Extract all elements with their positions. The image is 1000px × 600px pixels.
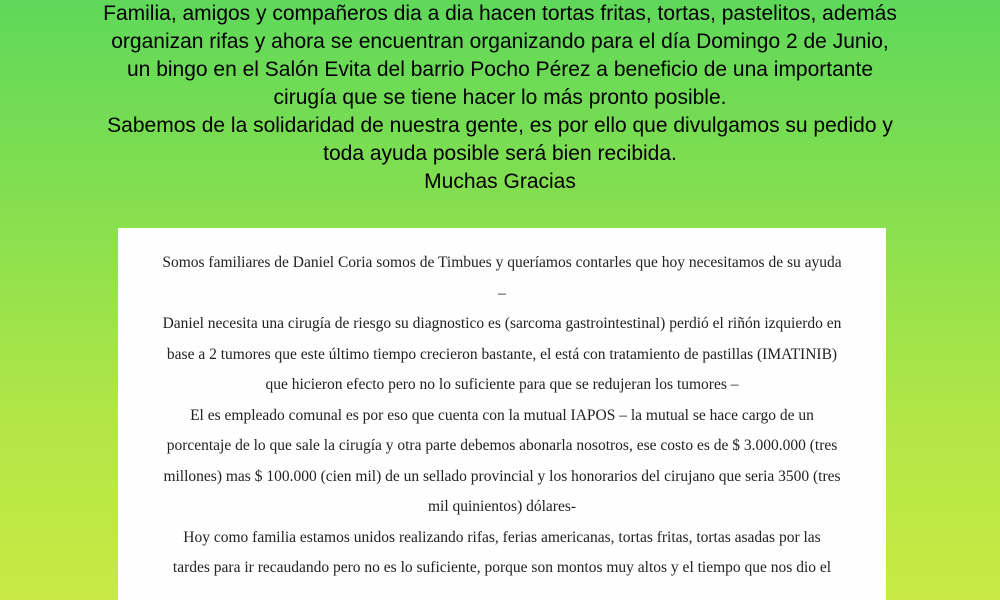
announcement-line: Sabemos de la solidaridad de nuestra gente, es por ello que divulgamos su pedido y (107, 114, 893, 137)
letter-line: porcentaje de lo que sale la cirugía y otra parte debemos abonarla nosotros, ese costo es de $ 3.000.000 (tres (166, 437, 838, 454)
letter-line: El es empleado comunal es por eso que cuenta con la mutual IAPOS – la mutual se hace cargo de un (190, 406, 814, 424)
letter-line: millones) mas $ 100.000 (cien mil) de un sellado provincial y los honorarios del cirujano que seria 3500 (tres (163, 467, 841, 485)
letter-text (118, 248, 886, 584)
announcement-line: Familia, amigos y compañeros dia a dia hacen tortas fritas, tortas, pastelitos, además (103, 2, 897, 25)
letter-line: base a 2 tumores que este último tiempo crecieron bastante, el está con tratamiento de pastillas (IMATINIB) (166, 345, 838, 363)
letter-line: Hoy como familia estamos unidos realizando rifas, ferias americanas, tortas fritas, tortas asadas por las (183, 528, 821, 546)
announcement-text (0, 0, 1000, 196)
letter-line: mil quinientos) dólares- (427, 498, 577, 515)
announcement-line: cirugía que se tiene hacer lo más pronto posible. (273, 86, 727, 109)
announcement-closing: Muchas Gracias (424, 170, 576, 193)
announcement-line: toda ayuda posible será bien recibida. (323, 142, 677, 165)
announcement-line: organizan rifas y ahora se encuentran organizando para el día Domingo 2 de Junio, (111, 30, 889, 53)
letter-card (118, 228, 886, 600)
letter-line: Somos familiares de Daniel Coria somos de Timbues y queríamos contarles que hoy necesitamos de su ayuda (162, 254, 842, 271)
announcement-line: un bingo en el Salón Evita del barrio Pocho Pérez a beneficio de una importante (127, 58, 873, 81)
letter-line: Daniel necesita una cirugía de riesgo su diagnostico es (sarcoma gastrointestinal) perdió el riñón izquierdo en (162, 315, 842, 332)
letter-line: tardes para ir recaudando pero no es lo suficiente, porque son montos muy altos y el tiempo que nos dio el (172, 559, 832, 576)
letter-line: que hicieron efecto pero no lo suficiente para que se redujeran los tumores – (265, 376, 739, 393)
letter-line: – (498, 284, 506, 302)
